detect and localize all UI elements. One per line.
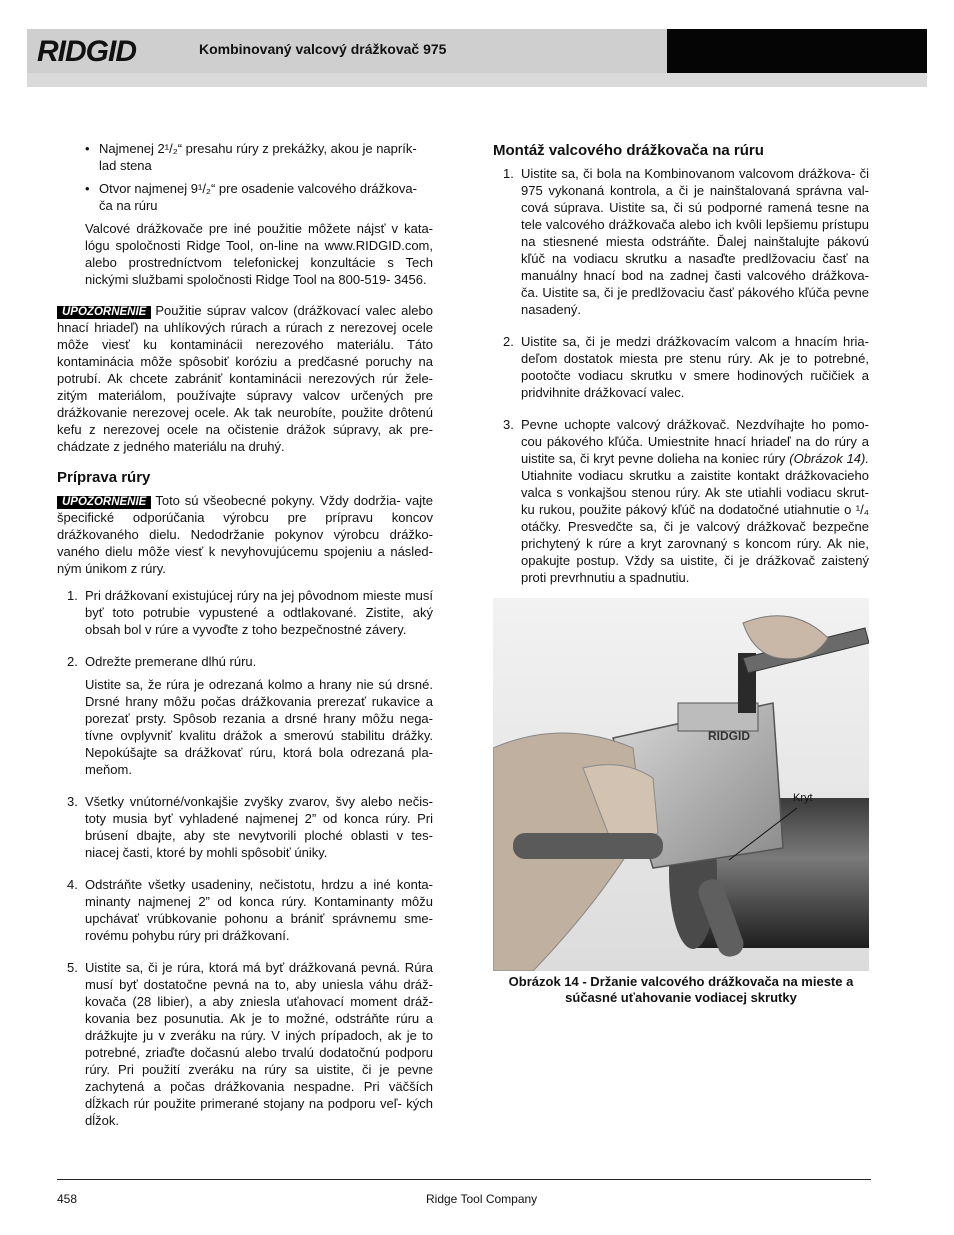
warning-label: UPOZORNENIE	[57, 496, 151, 509]
step-number: 1.	[503, 166, 514, 181]
list-item	[493, 165, 869, 318]
warning-paragraph-2	[57, 492, 433, 577]
caption-line: súčasné uťahovanie vodiacej skrutky	[565, 990, 797, 1005]
step-text: Odstráňte všetky usadeniny, nečistotu, hrdzu a iné konta- minanty najmenej 2” od konca rúry. Kontaminanty môžu upchávať vrúbkovanie pohonu a brániť správnemu sme- rovému pohybu rúry pri drážkovaní.	[85, 877, 433, 943]
step-text: Pri drážkovaní existujúcej rúry na jej pôvodnom mieste musí byť toto potrubie vypustené a odtlakované. Zistite, aký obsah bol v rúre a vyvoďte z toho bezpečnostné závery.	[85, 588, 433, 637]
list-item: • Najmenej 2¹/₂“ presahu rúry z prekážky, akou je naprík- lad stena	[85, 140, 433, 174]
step-text: Uistite sa, či bola na Kombinovanom valcovom drážkova- či 975 vykonaná kontrola, a či je nainštalovaná správna val- cová súprava. Uistite sa, či sú podporné ramená tesne na tele valcového drážkovača alebo ich kvôli lepšiemu prístupu na stiesnené miesta odstráňte. Ďalej nainštalujte pákovú kľúč na vodiacu skrutku a nasaďte predlžovaciu časť na manuálny hnací bod na zadnej časti valcového drážkova- ča. Uistite sa, či je predlžovaciu časť pákového kľúča pevne nasadený.	[521, 166, 869, 317]
step-text: Uistite sa, či je rúra, ktorá má byť drážkovaná pevná. Rúra musí byť dostatočne pevná na to, aby uniesla váhu dráž- kovača (28 libier), a aby zniesla uťahovací moment dráž- kovania bez posunutia. Ak je to možné, odstráňte rúru a drážkujte ju v zveráku na rúry. V iných prípadoch, ak je to potrebné, zriaďte dočasnú alebo trvalú dodatočnú podporu rúry. Pri použití zveráku na rúry sa uistite, či je pevne zachytená a počas drážkovania nespadne. Pri väčších dĺžkach rúr použite primerané stojany na podporu veľ- kých dĺžok.	[85, 960, 433, 1128]
warning-text: Toto sú všeobecné pokyny. Vždy dodržia- vajte špecifické odporúčania výrobcu pre prípravu koncov drážkovaného dielu. Nedodržanie pokynov výrobcu drážko- vaného dielu môže viesť k nevyhovujúcemu spojeniu a násled- ným únikom z rúry.	[57, 493, 433, 576]
list-item	[57, 793, 433, 861]
svg-text:RIDGID: RIDGID	[37, 36, 136, 66]
list-item	[57, 587, 433, 638]
list-item: • Otvor najmenej 9¹/₂“ pre osadenie valcového drážkova- ča na rúru	[85, 180, 433, 214]
step-text: Uistite sa, či je medzi drážkovacím valcom a hnacím hria- deľom dostatok miesta pre stenu rúry. Ak je to potrebné, pootočte vodiacu skrutku v smere hodinových ručičiek a pridvihnite drážkovací valec.	[521, 334, 869, 400]
svg-text:RIDGID: RIDGID	[708, 729, 750, 743]
left-column	[57, 140, 433, 1144]
page-header	[27, 29, 927, 73]
prep-steps	[57, 587, 433, 1129]
step-subtext: Uistite sa, že rúra je odrezaná kolmo a hrany nie sú drsné. Drsné hrany môžu počas drážkovania prerezať rukavice a porezať prsty. Spôsob rezania a drsné hrany môžu nega- tívne ovplyvniť kvalitu drážok a smerovú stabilitu drážky. Nepokúšajte sa drážkovať rúru, ktorá bola odrezaná pla- meňom.	[85, 677, 433, 777]
list-item	[493, 333, 869, 401]
groover-illustration	[493, 598, 869, 971]
header-black-band	[667, 29, 927, 73]
right-column	[493, 140, 869, 1006]
header-shadow-rule	[27, 73, 927, 87]
step-number: 4.	[67, 877, 78, 892]
warning-paragraph	[57, 302, 433, 455]
step-number: 3.	[67, 794, 78, 809]
list-item	[493, 416, 869, 586]
step-text: Odrežte premerane dlhú rúru.	[85, 654, 257, 669]
footer-company: Ridge Tool Company	[426, 1192, 538, 1206]
mounting-steps	[493, 165, 869, 586]
step-number: 5.	[67, 960, 78, 975]
step-number: 2.	[503, 334, 514, 349]
requirements-list	[85, 140, 433, 214]
step-number: 3.	[503, 417, 514, 432]
page-number: 458	[57, 1192, 78, 1206]
footer-rule	[57, 1179, 871, 1180]
figure-caption	[493, 974, 869, 1006]
warning-label: UPOZORNENIE	[57, 306, 151, 319]
step-text: Všetky vnútorné/vonkajšie zvyšky zvarov, švy alebo nečis- toty musia byť vyhladené najmenej 2” od konca rúry. Pri brúsení dbajte, aby ste nevytvorili ploché oblasti v tes- niacej časti, ktoré by mohli spôsobiť úniky.	[85, 794, 433, 860]
list-item	[57, 876, 433, 944]
step-number: 1.	[67, 588, 78, 603]
list-item	[57, 959, 433, 1129]
catalog-paragraph: Valcové drážkovače pre iné použitie môžete nájsť v kata- lógu spoločnosti Ridge Tool, on-line na www.RIDGID.com, alebo prostredníctvom telefonickej konzultácie s Tech nickými službami spoločnosti Ridge Tool na 800-519- 3456.	[85, 221, 433, 287]
list-item	[57, 653, 433, 778]
warning-text: Použitie súprav valcov (drážkovací valec alebo hnací hriadeľ) na uhlíkových rúrach a rúrach z nerezovej ocele môže viesť ku kontaminácii nerezového materiálu. Táto kontaminácia môže spôsobiť koróziu a predčasné poruchy na potrubí. Ak chcete zabrániť kontaminácii nerezových rúr želе- zitým materiálom, používajte súpravy valcov určených pre drážkovanie nerezovej ocele. Ak tak neurobíte, použite drôtenú kefu z nerezovej ocele na očistenie drážok súpravy, ak pre- chádzate z jedného materiálu na druhý.	[57, 303, 433, 454]
figure-label-kryt: Kryt	[793, 792, 813, 804]
figure-14-photo	[493, 598, 869, 971]
step-text: Utiahnite vodiacu skrutku a zaistite kontakt drážkovacieho valca s vonkajšou stenou rúry. Ak ste utiahli vodiacu skrut- ku rukou, použite pákový kľúč na dodatočné utiahnutie o ¹/₄ otáčky. Presvedčte sa, či je valcový drážkovač bezpečne prichytený k rúre a kryt zarovnaný s koncom rúry. Ak nie, opakujte postup. Vždy sa uistite, či je drážkovač zaistený proti prevrhnutiu a spadnutiu.	[521, 468, 869, 585]
caption-line: Obrázok 14 - Držanie valcového drážkovača na mieste a	[508, 974, 854, 989]
header-gray-band	[27, 29, 667, 73]
document-title: Kombinovaný valcový drážkovač 975	[199, 41, 447, 57]
step-number: 2.	[67, 654, 78, 669]
step-text: Pevne uchopte valcový drážkovač. Nezdvíhajte ho pomo- cou pákového kľúča. Umiestnite hnací hriadeľ na do rúry a uistite sa, či kryt pevne dolieha na koniec rúry	[521, 417, 869, 466]
figure-reference: (Obrázok 14).	[789, 451, 869, 466]
section-title-pipe-prep: Príprava rúry	[57, 469, 151, 486]
ridgid-logo	[37, 36, 183, 66]
section-title-mounting: Montáž valcového drážkovača na rúru	[493, 142, 764, 159]
